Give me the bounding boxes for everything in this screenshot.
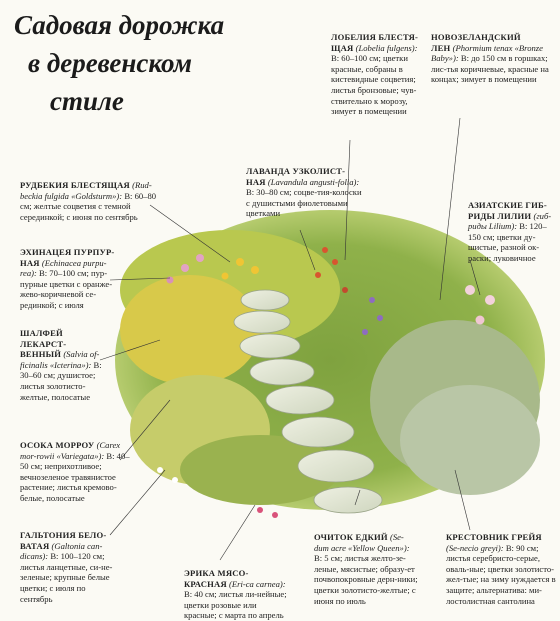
note-galtonia-head2: ВАТАЯ <box>20 540 50 551</box>
note-carex-latin: (Carex mor-rowii «Variegata»): <box>20 440 121 461</box>
note-echinacea-head2: НАЯ <box>20 257 40 268</box>
note-lobelia-latin: (Lobelia fulgens): <box>355 42 418 53</box>
note-phormium-body: В: до 150 см в горшках; лис-тья коричневые, красные на концах; зимует в помещении <box>431 53 549 85</box>
note-rudbeckia <box>20 180 160 222</box>
note-galtonia-head: ГАЛЬТОНИЯ БЕЛО- <box>20 530 107 540</box>
note-carex-body: В: 40–50 см; неприхотливое; вечнозеленое травянистое растение; листья кремово-белые, полосатые <box>20 450 130 503</box>
note-lobelia <box>331 32 426 117</box>
note-senecio-head: КРЕСТОВНИК ГРЕЙЯ <box>446 532 542 542</box>
note-phormium <box>431 32 549 85</box>
note-sedum-body: В: 5 см; листья желто-зе-леные, мясистые; образу-ет почвопокровные дерн-ники; цветки золотисто-желтые; с июня по июль <box>314 553 418 606</box>
note-phormium-head2: ЛЕН <box>431 42 451 53</box>
note-senecio-body: В: 90 см; листья серебристо-серые, оваль-ные; цветки золотисто-жел-тые; на зиму нуждается в защите; альтернатива: ми-лостолистная сантолина <box>446 542 556 606</box>
note-lavandula-head: ЛАВАНДА УЗКОЛИСТ- <box>246 166 346 176</box>
note-galtonia-latin: (Galtonia can-dicans): <box>20 540 103 562</box>
note-rudbeckia-body: В: 60–80 см; желтые соцветия с темной серединкой; с июня по сентябрь <box>20 190 157 222</box>
note-sedum-head: ОЧИТОК ЕДКИЙ <box>314 532 388 542</box>
note-salvia-head: ШАЛФЕЙ ЛЕКАРСТ- <box>20 328 67 349</box>
note-lilium <box>468 200 553 264</box>
note-lavandula-latin: (Lavandula angusti-folia): <box>267 176 360 187</box>
note-lobelia-head2: ЩАЯ <box>331 42 354 53</box>
note-galtonia-body: В: 100–120 см; листья ланцетные, си-не-зеленые; крупные белые цветки; с июля по сентябрь <box>20 551 113 604</box>
title-line-1: Садовая дорожка <box>14 10 225 40</box>
note-phormium-latin: (Phormium tenax «Bronze Baby»): <box>431 42 543 64</box>
note-echinacea-latin: (Echinacea purpu-rea): <box>20 257 107 279</box>
note-sedum <box>314 532 418 606</box>
note-salvia-body: В: 30–60 см; душистое; листья золотисто-желтые, полосатые <box>20 359 102 402</box>
note-echinacea-body: В: 70–100 см; пур-пурные цветки с оранже-жево-коричневой се-рединкой; с июля <box>20 268 113 310</box>
note-senecio <box>446 532 556 606</box>
note-lilium-body: В: 120–150 см; цветки ду-шистые, разной ок-раски; луковичное <box>468 221 547 263</box>
note-carex <box>20 440 138 504</box>
note-lavandula-head2: НАЯ <box>246 176 266 187</box>
note-sedum-latin: (Se-dum acre «Yellow Queen»): <box>314 532 410 553</box>
note-lavandula <box>246 166 366 219</box>
note-lobelia-head: ЛОБЕЛИЯ БЛЕСТЯ- <box>331 32 419 42</box>
title-line-3: стиле <box>50 86 124 116</box>
note-echinacea-head: ЭХИНАЦЕЯ ПУРПУР- <box>20 247 115 257</box>
note-rudbeckia-latin: (Rud-beckia fulgida «Goldsturm»): <box>20 180 152 201</box>
note-galtonia <box>20 530 116 604</box>
note-carex-head: ОСОКА МОРРОУ <box>20 440 95 450</box>
note-lavandula-body: В: 30–80 см; соцве-тия-колоски с душистыми фиолетовыми цветками <box>246 187 362 219</box>
note-senecio-latin: (Se-necio greyi): <box>446 542 504 553</box>
title-line-2: в деревенском <box>28 48 192 78</box>
note-lilium-head2: РИДЫ ЛИЛИИ <box>468 210 532 221</box>
note-salvia <box>20 328 108 402</box>
note-lobelia-body: В: 60–100 см; цветки красные, собраны в кистевидные соцветия; листья бронзовые; чув-ствительно к морозу, зимует в помещении <box>331 53 417 117</box>
page-title <box>14 6 304 120</box>
note-rudbeckia-head: РУДБЕКИЯ БЛЕСТЯЩАЯ <box>20 180 130 190</box>
note-lilium-head: АЗИАТСКИЕ ГИБ- <box>468 200 547 210</box>
note-phormium-head: НОВОЗЕЛАНДСКИЙ <box>431 32 521 42</box>
note-salvia-latin: (Salvia of-ficinalis «Icterina»): <box>20 349 100 370</box>
note-erica <box>184 568 288 621</box>
note-erica-head: ЭРИКА МЯСО-КРАСНАЯ <box>184 568 249 589</box>
note-echinacea <box>20 247 118 311</box>
note-lilium-latin: (гиб-риды Lilium): <box>468 210 552 232</box>
note-erica-latin: (Eri-ca carnea): <box>229 578 286 589</box>
note-salvia-head2: ВЕННЫЙ <box>20 349 62 360</box>
note-erica-body: В: 40 см; листья ли-нейные; цветки розовые или красные; с марта по апрель <box>184 589 287 621</box>
